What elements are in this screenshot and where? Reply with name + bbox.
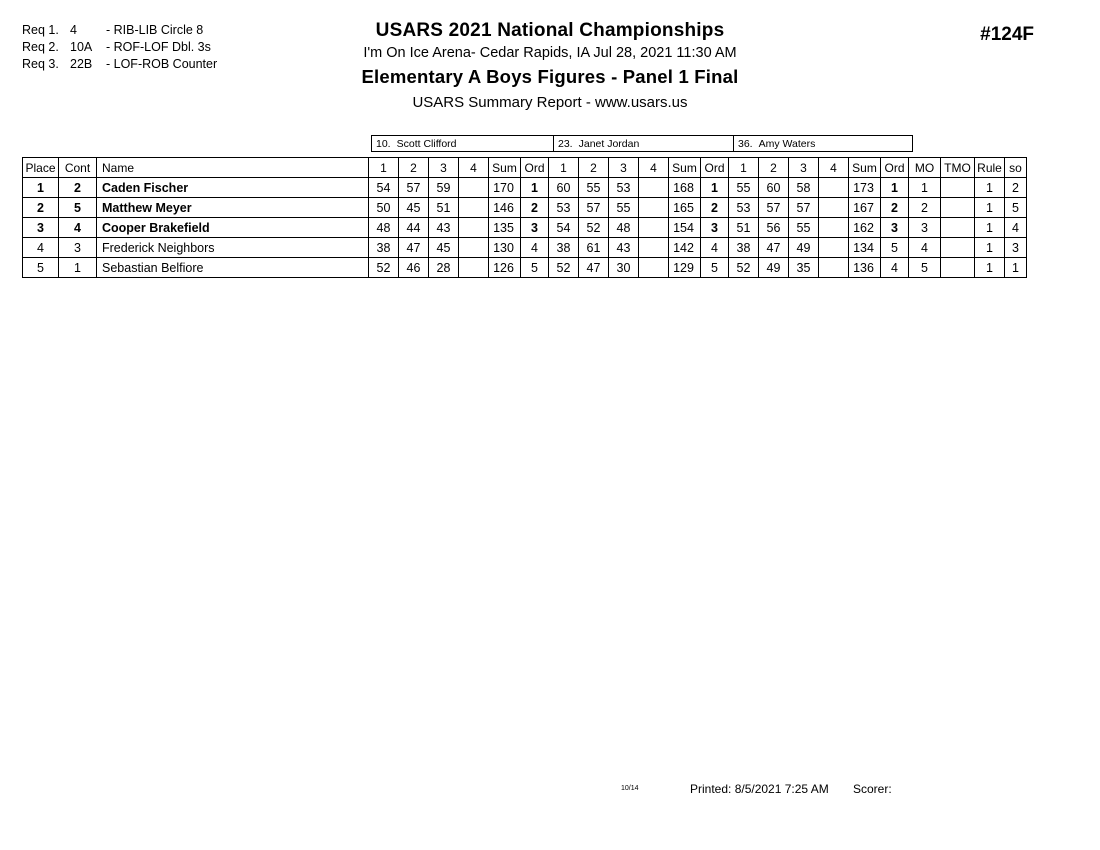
cell-j1-sum: 146 [489,198,521,218]
column-header-j3-score-3: 3 [789,158,819,178]
cell-j3-ord: 4 [881,258,909,278]
cell-j3-sum: 162 [849,218,881,238]
cell-j1-score-3: 43 [429,218,459,238]
cell-j1-ord: 4 [521,238,549,258]
footer-code: 10/14 [621,785,639,792]
column-header-name: Name [97,158,369,178]
column-header-j3-score-1: 1 [729,158,759,178]
judge-header [733,135,913,152]
cell-j2-score-3: 30 [609,258,639,278]
cell-j3-score-4 [819,258,849,278]
cell-j2-sum: 154 [669,218,701,238]
cell-cont: 4 [59,218,97,238]
cell-tmo [941,238,975,258]
column-header-j3-score-4: 4 [819,158,849,178]
cell-j1-ord: 3 [521,218,549,238]
cell-j2-score-1: 53 [549,198,579,218]
table-row [23,258,1027,278]
column-header-j2-score-1: 1 [549,158,579,178]
event-title: Elementary A Boys Figures - Panel 1 Final [361,66,739,87]
cell-j3-score-4 [819,198,849,218]
requirement-label: Req 2. [22,40,59,54]
cell-place: 3 [23,218,59,238]
cell-tmo [941,218,975,238]
cell-tmo [941,258,975,278]
cell-rule: 1 [975,258,1005,278]
cell-j3-score-4 [819,218,849,238]
report-subtitle: USARS Summary Report - www.usars.us [412,94,688,111]
cell-j3-score-3: 55 [789,218,819,238]
requirement-label: Req 1. [22,23,59,37]
judge-header [371,135,553,152]
cell-j1-score-2: 47 [399,238,429,258]
cell-j2-ord: 1 [701,178,729,198]
column-header-rule: Rule [975,158,1005,178]
cell-j3-sum: 136 [849,258,881,278]
judges-strip [371,135,913,152]
column-header-so: so [1005,158,1027,178]
judge-number: 36. [738,138,753,150]
judge-number: 10. [376,138,391,150]
column-header-j3-score-2: 2 [759,158,789,178]
cell-j2-score-4 [639,218,669,238]
cell-mo: 3 [909,218,941,238]
cell-mo: 1 [909,178,941,198]
cell-cont: 3 [59,238,97,258]
cell-j3-score-2: 56 [759,218,789,238]
cell-j2-sum: 142 [669,238,701,258]
cell-j1-score-4 [459,178,489,198]
cell-j2-score-4 [639,258,669,278]
table-row [23,198,1027,218]
cell-j1-score-1: 38 [369,238,399,258]
column-header-mo: MO [909,158,941,178]
cell-j3-score-3: 57 [789,198,819,218]
cell-j1-score-3: 51 [429,198,459,218]
cell-j3-sum: 173 [849,178,881,198]
cell-so: 4 [1005,218,1027,238]
column-header-j1-score-4: 4 [459,158,489,178]
cell-so: 3 [1005,238,1027,258]
cell-mo: 4 [909,238,941,258]
venue-line: I'm On Ice Arena- Cedar Rapids, IA Jul 28, 2021 11:30 AM [363,45,737,61]
cell-mo: 2 [909,198,941,218]
cell-j3-sum: 167 [849,198,881,218]
judge-name: Amy Waters [758,138,816,150]
requirement-desc: - ROF-LOF Dbl. 3s [106,40,211,54]
column-header-j2-score-4: 4 [639,158,669,178]
cell-j3-score-2: 57 [759,198,789,218]
cell-j3-ord: 5 [881,238,909,258]
cell-place: 4 [23,238,59,258]
cell-j2-score-3: 55 [609,198,639,218]
cell-cont: 5 [59,198,97,218]
requirement-label: Req 3. [22,57,59,71]
cell-j3-score-4 [819,178,849,198]
cell-j3-score-1: 38 [729,238,759,258]
cell-j3-sum: 134 [849,238,881,258]
cell-j2-ord: 3 [701,218,729,238]
requirement-number: 10A [70,40,93,54]
column-header-j1-score-1: 1 [369,158,399,178]
cell-j1-score-4 [459,218,489,238]
cell-name: Sebastian Belfiore [97,258,369,278]
cell-j3-score-4 [819,238,849,258]
cell-j1-score-3: 59 [429,178,459,198]
cell-j3-score-3: 35 [789,258,819,278]
judge-name: Scott Clifford [396,138,457,150]
requirement-desc: - LOF-ROB Counter [106,57,218,71]
requirement-number: 22B [70,57,93,71]
cell-j1-ord: 1 [521,178,549,198]
table-row [23,178,1027,198]
cell-rule: 1 [975,218,1005,238]
judge-header [553,135,733,152]
cell-j2-sum: 168 [669,178,701,198]
cell-place: 5 [23,258,59,278]
column-header-cont: Cont [59,158,97,178]
cell-j1-score-4 [459,198,489,218]
column-header-j1-ord: Ord [521,158,549,178]
column-header-j2-sum: Sum [669,158,701,178]
cell-j1-score-1: 48 [369,218,399,238]
cell-j2-score-2: 61 [579,238,609,258]
cell-rule: 1 [975,198,1005,218]
cell-j3-score-1: 55 [729,178,759,198]
cell-j2-score-4 [639,198,669,218]
cell-j2-score-3: 43 [609,238,639,258]
cell-cont: 2 [59,178,97,198]
cell-so: 2 [1005,178,1027,198]
cell-j1-score-2: 57 [399,178,429,198]
cell-j1-ord: 2 [521,198,549,218]
cell-j2-score-1: 60 [549,178,579,198]
cell-j1-sum: 135 [489,218,521,238]
judge-name: Janet Jordan [578,138,640,150]
judge-number: 23. [558,138,573,150]
requirement-desc: - RIB-LIB Circle 8 [106,23,204,37]
cell-mo: 5 [909,258,941,278]
cell-j1-score-2: 44 [399,218,429,238]
cell-j1-score-1: 50 [369,198,399,218]
cell-j3-score-1: 53 [729,198,759,218]
column-header-j1-score-3: 3 [429,158,459,178]
cell-tmo [941,178,975,198]
cell-j3-score-2: 60 [759,178,789,198]
cell-j2-score-2: 52 [579,218,609,238]
results-table [22,157,1027,278]
column-header-j1-score-2: 2 [399,158,429,178]
column-header-j2-ord: Ord [701,158,729,178]
cell-j1-sum: 170 [489,178,521,198]
cell-j3-score-1: 52 [729,258,759,278]
column-header-j3-sum: Sum [849,158,881,178]
cell-j2-score-2: 57 [579,198,609,218]
cell-j2-score-4 [639,238,669,258]
cell-j1-score-4 [459,258,489,278]
cell-j3-ord: 1 [881,178,909,198]
cell-j2-ord: 5 [701,258,729,278]
cell-j1-sum: 130 [489,238,521,258]
cell-j2-score-2: 47 [579,258,609,278]
cell-j3-score-1: 51 [729,218,759,238]
cell-j1-score-3: 28 [429,258,459,278]
report-header [0,20,1100,111]
column-header-tmo: TMO [941,158,975,178]
cell-rule: 1 [975,238,1005,258]
cell-j1-score-3: 45 [429,238,459,258]
requirement-number: 4 [70,23,77,37]
column-header-j2-score-3: 3 [609,158,639,178]
cell-j1-score-1: 54 [369,178,399,198]
cell-name: Matthew Meyer [97,198,369,218]
cell-j2-score-3: 48 [609,218,639,238]
column-header-place: Place [23,158,59,178]
cell-tmo [941,198,975,218]
cell-place: 2 [23,198,59,218]
table-row [23,218,1027,238]
cell-j1-score-2: 45 [399,198,429,218]
cell-j2-sum: 129 [669,258,701,278]
column-header-j2-score-2: 2 [579,158,609,178]
cell-name: Frederick Neighbors [97,238,369,258]
cell-j1-score-4 [459,238,489,258]
cell-j1-score-2: 46 [399,258,429,278]
event-number: #124F [980,24,1034,45]
cell-so: 1 [1005,258,1027,278]
cell-j2-ord: 2 [701,198,729,218]
cell-name: Caden Fischer [97,178,369,198]
cell-j3-score-2: 49 [759,258,789,278]
cell-j3-score-3: 58 [789,178,819,198]
cell-j3-ord: 3 [881,218,909,238]
cell-j1-ord: 5 [521,258,549,278]
cell-j2-score-2: 55 [579,178,609,198]
cell-j2-ord: 4 [701,238,729,258]
cell-place: 1 [23,178,59,198]
column-header-j3-ord: Ord [881,158,909,178]
cell-j3-ord: 2 [881,198,909,218]
cell-j2-score-1: 54 [549,218,579,238]
table-header-row [23,158,1027,178]
page-title: USARS 2021 National Championships [375,20,725,41]
cell-j3-score-3: 49 [789,238,819,258]
cell-rule: 1 [975,178,1005,198]
footer-scorer-label: Scorer: [853,782,892,796]
cell-j2-score-3: 53 [609,178,639,198]
cell-j1-sum: 126 [489,258,521,278]
cell-cont: 1 [59,258,97,278]
cell-j2-score-1: 52 [549,258,579,278]
cell-j1-score-1: 52 [369,258,399,278]
cell-j3-score-2: 47 [759,238,789,258]
column-header-j1-sum: Sum [489,158,521,178]
table-row [23,238,1027,258]
cell-so: 5 [1005,198,1027,218]
cell-j2-score-1: 38 [549,238,579,258]
cell-j2-sum: 165 [669,198,701,218]
footer-printed: Printed: 8/5/2021 7:25 AM [690,782,829,796]
cell-j2-score-4 [639,178,669,198]
cell-name: Cooper Brakefield [97,218,369,238]
